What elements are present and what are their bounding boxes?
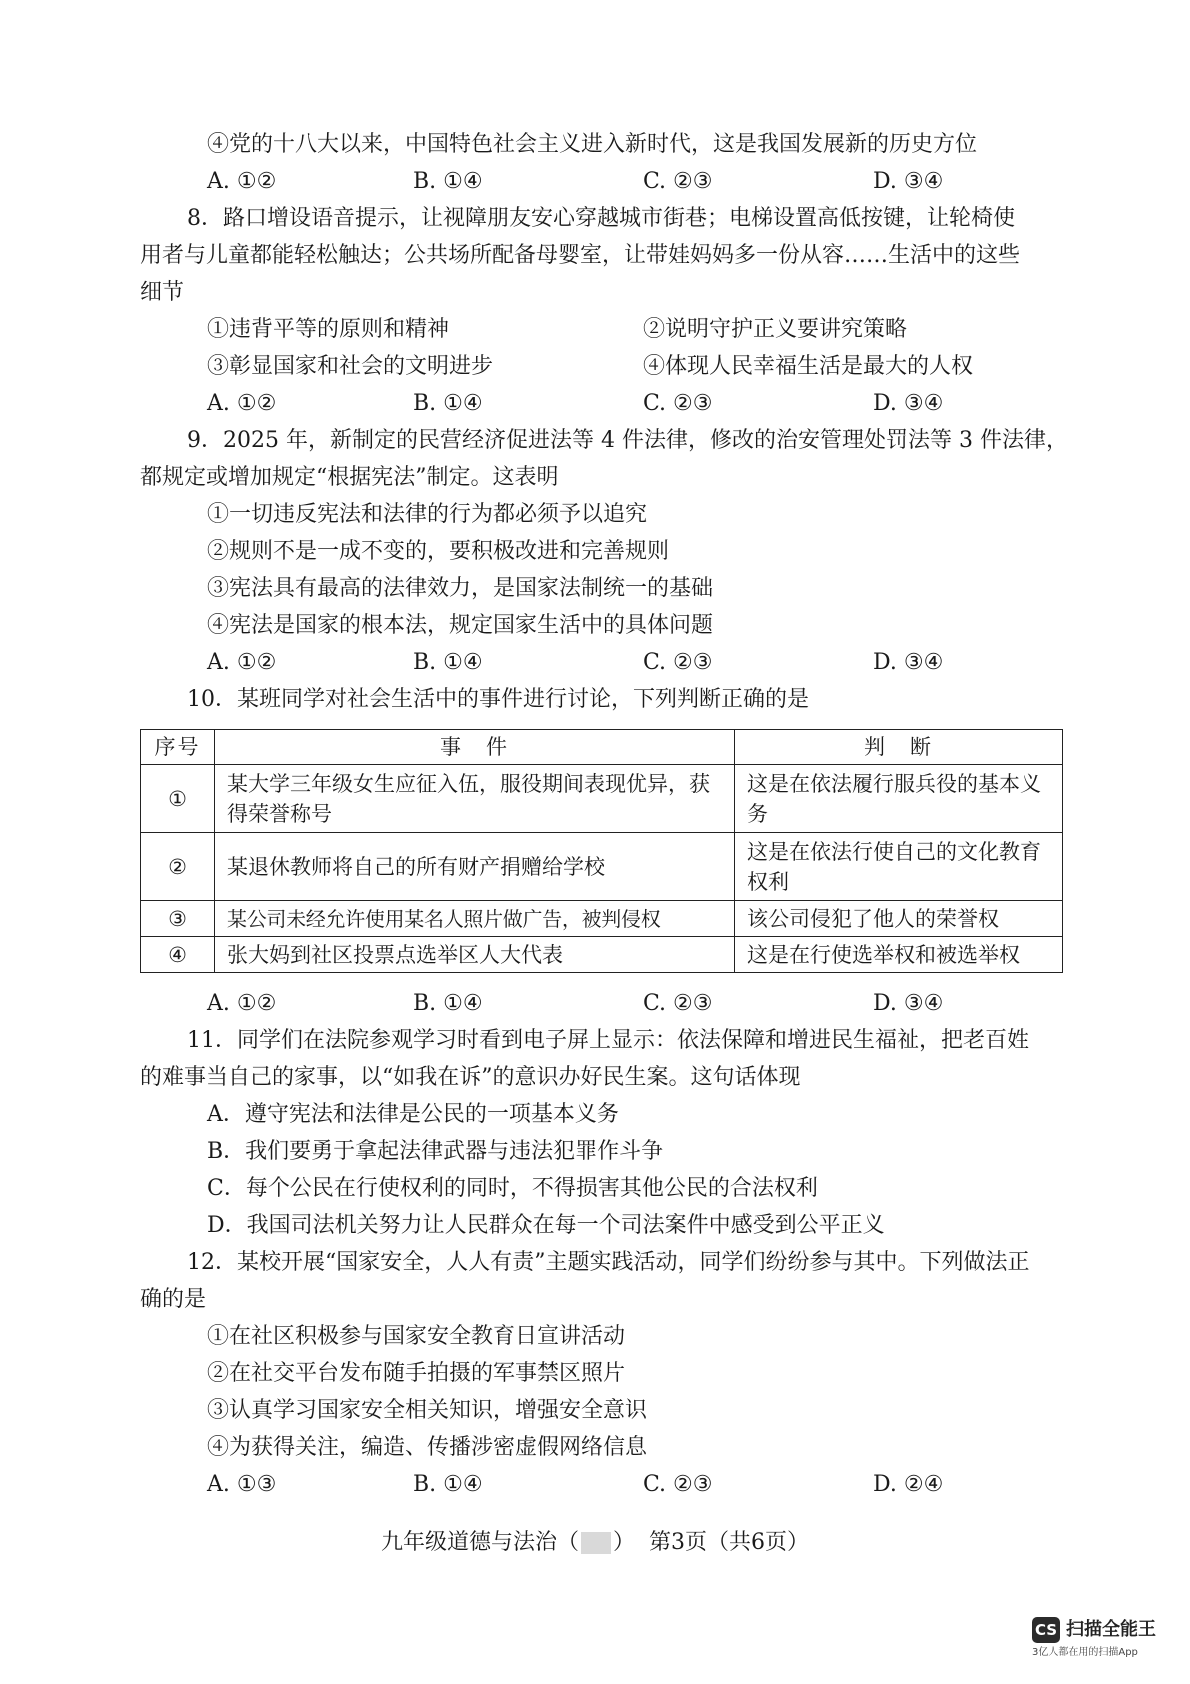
row-judgment: 该公司侵犯了他人的荣誉权 xyxy=(735,901,1063,937)
q9-item-4: ④宪法是国家的根本法，规定国家生活中的具体问题 xyxy=(207,613,714,638)
q7-option-a: A. ①② xyxy=(207,169,277,194)
q11-stem-line-1: 11．同学们在法院参观学习时看到电子屏上显示：依法保障和增进民生福祉，把老百姓 xyxy=(187,1028,1029,1053)
row-no: ④ xyxy=(141,937,215,973)
events-table xyxy=(140,729,1063,973)
table-row xyxy=(141,901,1063,937)
q8-item-3: ③彰显国家和社会的文明进步 xyxy=(207,354,494,379)
q8-option-b: B. ①④ xyxy=(413,391,483,416)
q12-option-c: C. ②③ xyxy=(643,1472,713,1497)
q7-option-b: B. ①④ xyxy=(413,169,483,194)
table-row xyxy=(141,833,1063,901)
row-no: ② xyxy=(141,833,215,901)
q8-option-a: A. ①② xyxy=(207,391,277,416)
q11-stem-line-2: 的难事当自己的家事，以“如我在诉”的意识办好民生案。这句话体现 xyxy=(140,1065,801,1090)
row-judgment: 这是在行使选举权和被选举权 xyxy=(735,937,1063,973)
q11-choice-d: D．我国司法机关努力让人民群众在每一个司法案件中感受到公平正义 xyxy=(207,1213,885,1238)
table-header-row xyxy=(141,730,1063,765)
row-event: 某公司未经允许使用某名人照片做广告，被判侵权 xyxy=(215,901,735,937)
q9-option-a: A. ①② xyxy=(207,650,277,675)
page-footer xyxy=(0,1527,1190,1559)
q9-item-1: ①一切违反宪法和法律的行为都必须予以追究 xyxy=(207,502,648,527)
header-judgment: 判 断 xyxy=(735,730,1063,765)
q9-item-3: ③宪法具有最高的法律效力，是国家法制统一的基础 xyxy=(207,576,714,601)
q9-item-2: ②规则不是一成不变的，要积极改进和完善规则 xyxy=(207,539,670,564)
q11-choice-a: A．遵守宪法和法律是公民的一项基本义务 xyxy=(207,1102,619,1127)
q8-item-1: ①违背平等的原则和精神 xyxy=(207,317,450,342)
q10-stem: 10．某班同学对社会生活中的事件进行讨论，下列判断正确的是 xyxy=(187,687,809,712)
q12-option-a: A. ①③ xyxy=(207,1472,277,1497)
footer-subject: 九年级道德与法治（ xyxy=(380,1530,579,1555)
q8-stem-line-3: 细节 xyxy=(140,280,185,305)
watermark-slogan: 3亿人都在用的扫描App xyxy=(1032,1647,1138,1658)
row-event: 某退休教师将自己的所有财产捐赠给学校 xyxy=(215,833,735,901)
row-no: ③ xyxy=(141,901,215,937)
q8-option-c: C. ②③ xyxy=(643,391,713,416)
q8-item-4: ④体现人民幸福生活是最大的人权 xyxy=(643,354,974,379)
footer-page-number: 第3页（共6页） xyxy=(649,1530,810,1555)
q9-option-b: B. ①④ xyxy=(413,650,483,675)
table-row xyxy=(141,765,1063,833)
row-event: 张大妈到社区投票点选举区人大代表 xyxy=(215,937,735,973)
q8-stem-line-1: 8．路口增设语音提示，让视障朋友安心穿越城市街巷；电梯设置高低按键，让轮椅使 xyxy=(187,206,1015,231)
q10-option-d: D. ③④ xyxy=(873,991,944,1016)
q12-item-3: ③认真学习国家安全相关知识，增强安全意识 xyxy=(207,1398,648,1423)
camscanner-logo-icon: CS xyxy=(1032,1617,1060,1643)
header-no: 序号 xyxy=(141,730,215,765)
table-row xyxy=(141,937,1063,973)
row-event: 某大学三年级女生应征入伍，服役期间表现优异，获得荣誉称号 xyxy=(215,765,735,833)
q7-option-d: D. ③④ xyxy=(873,169,944,194)
q12-option-b: B. ①④ xyxy=(413,1472,483,1497)
q12-stem-line-2: 确的是 xyxy=(140,1287,207,1312)
q8-stem-line-2: 用者与儿童都能轻松触达；公共场所配备母婴室，让带娃妈妈多一份从容……生活中的这些 xyxy=(140,243,1021,268)
footer-close: ） xyxy=(613,1530,636,1555)
watermark-brand-name: 扫描全能王 xyxy=(1066,1619,1156,1640)
q9-stem-line-1: 9．2025 年，新制定的民营经济促进法等 4 件法律，修改的治安管理处罚法等 3 件法律， xyxy=(187,428,1068,453)
q7-item-4: ④党的十八大以来，中国特色社会主义进入新时代，这是我国发展新的历史方位 xyxy=(207,132,978,157)
q10-option-c: C. ②③ xyxy=(643,991,713,1016)
redacted-mark xyxy=(581,1532,611,1554)
row-no: ① xyxy=(141,765,215,833)
q9-option-d: D. ③④ xyxy=(873,650,944,675)
q12-stem-line-1: 12．某校开展“国家安全，人人有责”主题实践活动，同学们纷纷参与其中。下列做法正 xyxy=(187,1250,1030,1275)
row-judgment: 这是在依法履行服兵役的基本义务 xyxy=(735,765,1063,833)
q9-stem-line-2: 都规定或增加规定“根据宪法”制定。这表明 xyxy=(140,465,559,490)
q7-option-c: C. ②③ xyxy=(643,169,713,194)
q11-choice-b: B．我们要勇于拿起法律武器与违法犯罪作斗争 xyxy=(207,1139,664,1164)
q8-item-2: ②说明守护正义要讲究策略 xyxy=(643,317,908,342)
q10-option-b: B. ①④ xyxy=(413,991,483,1016)
header-event: 事 件 xyxy=(215,730,735,765)
q11-choice-c: C．每个公民在行使权利的同时，不得损害其他公民的合法权利 xyxy=(207,1176,818,1201)
q12-item-2: ②在社交平台发布随手拍摄的军事禁区照片 xyxy=(207,1361,626,1386)
q8-option-d: D. ③④ xyxy=(873,391,944,416)
q10-option-a: A. ①② xyxy=(207,991,277,1016)
q9-option-c: C. ②③ xyxy=(643,650,713,675)
q12-item-4: ④为获得关注，编造、传播涉密虚假网络信息 xyxy=(207,1435,648,1460)
row-judgment: 这是在依法行使自己的文化教育权利 xyxy=(735,833,1063,901)
q12-option-d: D. ②④ xyxy=(873,1472,944,1497)
q12-item-1: ①在社区积极参与国家安全教育日宣讲活动 xyxy=(207,1324,626,1349)
